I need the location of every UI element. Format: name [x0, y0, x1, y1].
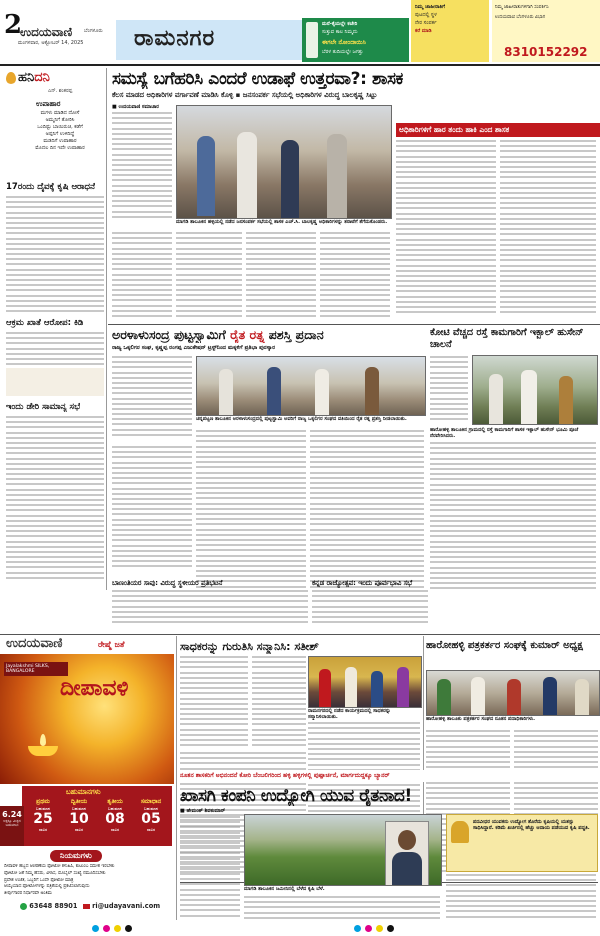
- story2-headline: ಅರಳಾಳುಸಂದ್ರ ಪುಟ್ಟಸ್ವಾಮಿಗೆ ರೈತ ರತ್ನ ಪಶಸ್ತಿ ಪ್ರದಾನ: [112, 327, 324, 342]
- person-figure: [197, 136, 215, 216]
- lead-sidebar-text-2: [500, 140, 596, 320]
- person-figure: [437, 679, 451, 715]
- story2-col3: [310, 430, 424, 598]
- deepavali-ad: [0, 636, 174, 926]
- paper-name: ಉದಯವಾಣಿ: [20, 25, 73, 39]
- registration-marks: [354, 917, 398, 936]
- person-figure: [371, 671, 383, 707]
- person-figure: [237, 132, 257, 218]
- lead-article-col2: [112, 232, 172, 322]
- story6-col3: [446, 874, 596, 920]
- person-figure: [575, 679, 589, 715]
- story2-col1: [112, 356, 192, 442]
- lead-article-col1: [112, 112, 172, 222]
- lamp-icon: [28, 746, 58, 756]
- lead-subhead: ಕೆಲಸ ಮಾಡದ ಅಧಿಕಾರಿಗಳ ವರ್ಗಾವಣೆ ಮಾಡಿಸಿ ಕೊಳ್ಳಿ ▪ ಜನಸಂಪರ್ಕ ಸಭೆಯಲ್ಲಿ ಅಧಿಕಾರಿಗಳ ವಿರುದ್ಧ ಬಾಲಕೃಷ್ಣ ಸಿಟ್ಟು: [112, 91, 378, 99]
- left-headline-1: 17ರಂದು ದೈವಕ್ಕೆ ಕೃಷಿ ಆರಾಧನೆ: [6, 182, 96, 192]
- person-figure: [319, 669, 331, 707]
- left-headline-3: ಇಂದು ಡೇರಿ ಸಾಮಾನ್ಯ ಸಭೆ: [6, 402, 81, 412]
- farmer-portrait: [385, 821, 429, 886]
- lead-sidebar-text: [396, 140, 496, 320]
- story6-infobox: ಪದವೀಧರ ಯುವಕನು ಉದ್ಯೋಗ ತೊರೆದು ಕೃಷಿಯಲ್ಲಿ ಯಶಸ್ಸು ಸಾಧಿಸಿದ್ದಾನೆ. ಕಡಿಮೆ ಖರ್ಚಿನಲ್ಲಿ ಹೆಚ್ಚು ಆದಾಯ ಪಡೆಯುವ ಕೃಷಿ ಪದ್ಧತಿ.: [446, 814, 598, 872]
- wheat-icon: [451, 821, 469, 843]
- honey-title: ಹನಿದನಿ: [18, 70, 50, 85]
- person-figure: [315, 369, 329, 415]
- page-number: 2: [4, 10, 23, 40]
- prize-item: ತೃತೀಯ ಬಹುಮಾನ 08 ಸಾವಿರ: [105, 798, 125, 832]
- person-figure: [267, 367, 281, 415]
- brief-text-1: [112, 590, 308, 630]
- flame-icon: [40, 734, 46, 746]
- ad-title: ದೀಪಾವಳಿ: [60, 676, 129, 701]
- story3-col1: [430, 356, 468, 426]
- lead-article-col4: [246, 232, 316, 322]
- lead-article-col3: [176, 232, 242, 322]
- section-rule: [108, 324, 600, 325]
- story4-photo-caption: ರಾಮನಗರದಲ್ಲಿ ನಡೆದ ಕಾರ್ಯಕ್ರಮದಲ್ಲಿ ಸಾಧಕರನ್ನು ಸನ್ಮಾನಿಸಲಾಯಿತು.: [308, 708, 391, 720]
- lead-dateline: ■ ಉದಯವಾಣಿ ಸಮಾಚಾರ: [112, 104, 159, 110]
- column-divider: [106, 68, 107, 590]
- story3-photo: [472, 355, 598, 425]
- left-headline-2: ಆಕ್ರಮ ಖಾತೆ ಆರೋಪ: ಕಿಡಿ: [6, 318, 84, 328]
- prize-item: ಪ್ರಥಮ ಬಹುಮಾನ 25 ಸಾವಿರ: [33, 798, 53, 832]
- story5-photo-caption: ಹಾರೋಹಳ್ಳಿ ತಾಲೂಕು ಪತ್ರಕರ್ತರ ಸಂಘದ ನೂತನ ಪದಾಧಿಕಾರಿಗಳು.: [426, 716, 536, 722]
- ad-tag: ರೇಷ್ಮೆ ಜತೆ: [98, 640, 125, 649]
- story4-headline: ಸಾಧಕರನ್ನು ಗುರುತಿಸಿ ಸನ್ಮಾನಿಸಿ: ಸತೀಶ್: [180, 640, 319, 653]
- story2-col2: [196, 430, 306, 598]
- left-pullquote-box: [6, 368, 104, 396]
- story6-col2: [244, 896, 440, 922]
- masthead-ad-app: ಮನೆ-ಕೈಯಲ್ಲೇ ಕಚೇರಿ ಸುತ್ತುವ ಕಾಲ ನಿಮ್ಮದು ಈಗಲೇ ನೋಂದಾಯಿಸಿ ಬೆರಳ ತುದಿಯಲ್ಲೇ ಜಗತ್ತು: [302, 18, 409, 62]
- honey-poem: ಮಗಳು ಮಾಡಿದ ದೋಸೆ ಅಮ್ಮನಿಗೆ ತೋರಿಸಿ ಒಂದಿಷ್ಟು ಬಾಯಿರುಚಿ, ಕಡೆಗೆ ಅಪ್ಪನಿಗೆ ಉಳಿದಿದ್ದೆ ಮಡದಿಗೆ ಉಪಾಹಾರ ಮೊದಲ ದಿನ ಇದೇ ಉಪಾಹಾರ: [35, 110, 85, 151]
- masthead-ad-contact: ನಿಮ್ಮ ಜಾಹೀರಾತುಗಳಿಗಾಗಿ ಸಂಪರ್ಕಿಸಿ ಉದಯವಾಣಿ ಬೆಂಗಳೂರು ವಿಭಾಗ 8310152292: [492, 0, 600, 62]
- story2-photo: [196, 356, 426, 416]
- story3-col2: [430, 442, 596, 598]
- lead-sidebar-head: ಅಧಿಕಾರಿಗಳಿಗೆ ಹಾರ ತಂದು ಹಾಕಿ ಎಂದ ಶಾಸಕ: [396, 123, 600, 137]
- rules-list: ದೀಪಾವಳಿ ಹಬ್ಬದ ಆಚರಣೆಯ ಫೋಟೋ ಕಳುಹಿಸಿ, ಕುಟುಂಬ ಸಮೇತ ಇರಬೇಕು ಫೋಟೋ ಜತೆ ನಿಮ್ಮ ಹೆಸರು, ವಿಳಾಸ, ಮೊಬೈಲ್ ಸಂಖ್ಯೆ ನಮೂದಿಸಬೇಕು ಪ್ರವೇಶ ಉಚಿತ, ಒಬ್ಬರಿಗೆ ಒಂದೇ ಫೋಟೋ ಮಾತ್ರ ಆಯ್ಕೆಯಾದ ಫೋಟೋಗಳನ್ನು ಪತ್ರಿಕೆಯಲ್ಲಿ ಪ್ರಕಟಿಸಲಾಗುವುದು ತೀರ್ಪುಗಾರರ ನಿರ್ಧಾರವೇ ಅಂತಿಮ: [4, 864, 115, 897]
- person-figure: [281, 140, 299, 218]
- brief-text-2: [312, 590, 428, 630]
- story2-photo-caption: ಚನ್ನಪಟ್ಟಣ ತಾಲೂಕಿನ ಅರಳಾಳುಸಂದ್ರದಲ್ಲಿ ಪುಟ್ಟಸ್ವಾಮಿ ಅವರಿಗೆ ರಾಜ್ಯ ಒಕ್ಕಲಿಗರ ಸಂಘದ ವತಿಯಿಂದ ರೈತ ರತ್ನ ಪ್ರಶಸ್ತಿ ನೀಡಲಾಯಿತು.: [196, 416, 407, 422]
- story2-subhead: ರಾಜ್ಯ ಒಕ್ಕಲಿಗರ ಸಂಘ, ಕೃಷ್ಣಪ್ಪ ರಂಗಪ್ಪ ಎಜುಕೇಷನ್ ಟ್ರಸ್ಟ್‌ನಿಂದ ಮಕ್ಕಳಿಗೆ ಪ್ರತಿಭಾ ಪುರಸ್ಕಾರ: [112, 345, 276, 351]
- edition-tag: ಬೆಂಗಳೂರು: [84, 28, 103, 34]
- section-title: ರಾಮನಗರ: [134, 26, 216, 51]
- prize-item: ಸಮಾಧಾನ ಬಹುಮಾನ 05 ಸಾವಿರ: [140, 798, 162, 832]
- lead-headline: ಸಮಸ್ಯೆ ಬಗೆಹರಿಸಿ ಎಂದರೆ ಉಡಾಫೆ ಉತ್ತರವಾ?: ಶಾಸಕ: [112, 69, 403, 89]
- person-figure: [397, 667, 409, 707]
- story6-photo-caption: ಮಾಗಡಿ ತಾಲೂಕಿನ ಜಮೀನಿನಲ್ಲಿ ಬೆಳೆದ ಕೃಷಿ ಬೆಳೆ.: [244, 886, 325, 892]
- prize-total-badge: 6.24 ಲಕ್ಷಕ್ಕೂ ಮಿಕ್ಕಿದ ಬಹುಮಾನ: [0, 806, 24, 846]
- story4-photo: [308, 656, 422, 708]
- phone-icon: [306, 22, 318, 58]
- issue-date: ಮಂಗಳವಾರ, ಅಕ್ಟೋಬರ್ 14, 2025: [18, 40, 84, 46]
- ad-banner: [0, 654, 174, 784]
- story2-col4: [112, 446, 192, 576]
- section-rule: [0, 634, 600, 635]
- story5-photo: [426, 670, 600, 716]
- person-figure: [345, 667, 357, 707]
- story4-col2: [252, 656, 306, 750]
- sponsor-logo: Jayalakshmi SILKS, BANGALORE: [4, 662, 68, 676]
- person-figure: [327, 134, 347, 218]
- masthead: [0, 0, 600, 64]
- brief-headline-2: ಕನ್ನಡ ರಾಜ್ಯೋತ್ಸವ: ಇಂದು ಪೂರ್ವಭಾವಿ ಸಭೆ: [312, 579, 413, 587]
- rules-heading: ನಿಯಮಗಳು: [50, 850, 102, 862]
- contact-phone: 8310152292: [504, 45, 588, 59]
- masthead-rule: [0, 64, 600, 66]
- column-divider: [176, 636, 177, 920]
- email-icon: [83, 904, 90, 909]
- left-article-3: [6, 416, 104, 588]
- person-figure: [489, 374, 503, 424]
- left-article-1: [6, 196, 104, 316]
- section-banner: [116, 20, 302, 60]
- honey-heading: ಉಪಾಹಾರ: [36, 100, 61, 108]
- prizes-box: [22, 786, 172, 846]
- lead-photo: [176, 105, 392, 219]
- person-figure: [521, 370, 537, 424]
- prize-item: ದ್ವಿತೀಯ ಬಹುಮಾನ 10 ಸಾವಿರ: [69, 798, 89, 832]
- person-figure: [507, 679, 521, 715]
- story4-col1: [180, 656, 248, 750]
- person-figure: [543, 677, 557, 715]
- ad-contact: 63648 88901 ri@udayavani.com: [20, 902, 160, 910]
- person-figure: [471, 677, 485, 715]
- story6-kicker: ■ ಹೇಮಂತ್ ಶಿವಕುಮಾರ್: [180, 808, 226, 814]
- honey-byline: ಎನ್. ಶಂಕರಪ್ಪ: [48, 88, 73, 94]
- brief-headline-1: ಬಾಣಂತಿಯರ ಸಾವು: ವಿರುದ್ಧ ಸ್ಥಳೀಯರ ಪ್ರತಿಭಟನೆ: [112, 579, 223, 587]
- lead-article-col5: [320, 232, 390, 322]
- honey-drop-icon: [6, 72, 16, 84]
- story3-headline: ಕೋಟಿ ವೆಚ್ಚದ ರಸ್ತೆ ಕಾಮಗಾರಿಗೆ ಇಕ್ಬಾಲ್ ಹುಸೇನ್ ಚಾಲನೆ: [430, 327, 584, 350]
- whatsapp-icon: [20, 903, 27, 910]
- registration-marks: [92, 917, 136, 936]
- story5-headline: ಹಾರೋಹಳ್ಳಿ ಪತ್ರಕರ್ತರ ಸಂಘಕ್ಕೆ ಕುಮಾರ್ ಅಧ್ಯಕ್ಷ: [426, 640, 583, 651]
- person-figure: [365, 367, 379, 415]
- story6-photo: [244, 814, 442, 886]
- lead-photo-caption: ಮಾಗಡಿ ತಾಲೂಕಿನ ಹಳ್ಳಿಯಲ್ಲಿ ನಡೆದ ಜನಸಂಪರ್ಕ ಸಭೆಯಲ್ಲಿ ಶಾಸಕ ಎಚ್.ಸಿ. ಬಾಲಕೃಷ್ಣ ಅಧಿಕಾರಿಗಳನ್ನು ತರಾಟೆಗೆ ತೆಗೆದುಕೊಂಡರು.: [176, 219, 388, 225]
- story3-photo-caption: ಹಾರೋಹಳ್ಳಿ ತಾಲೂಕಿನ ಗ್ರಾಮದಲ್ಲಿ ರಸ್ತೆ ಕಾಮಗಾರಿಗೆ ಶಾಸಕ ಇಕ್ಬಾಲ್ ಹುಸೇನ್ ಭೂಮಿ ಪೂಜೆ ನೆರವೇರಿಸಿದರು.: [430, 427, 579, 439]
- honey-column: [6, 68, 104, 168]
- story6-headline: ಖಾಸಗಿ ಕಂಪನಿ ಉದ್ಯೋಗಿ ಯುವ ರೈತನಾದ!: [180, 786, 412, 806]
- ticker-text: ನೂತನ ಶಾಸಕರಿಗೆ ಅಭಿನಂದನೆ ಕೋರಿ ಬೆಂಬಲಿಗರಿಂದ ಹಳ್ಳಿ ಹಳ್ಳಿಗಳಲ್ಲಿ ಪುಷ್ಪಾರ್ಚನೆ, ಮಾರ್ಗದುದ್ದಕ್ಕೂ ಬ್ಯಾನರ್: [180, 772, 390, 779]
- story6-col1: [180, 816, 240, 922]
- person-figure: [559, 376, 573, 424]
- masthead-ad-yellow: ನಿಮ್ಮ ಜಾಹೀರಾತಿಗೆ ಪುಟದಲ್ಲಿ ಸ್ಥಳ ನೇರ ಸಂಪರ್ಕ ಕರೆ ಮಾಡಿ: [411, 0, 489, 62]
- prizes-heading: ಬಹುಮಾನಗಳು: [66, 788, 101, 796]
- person-figure: [219, 369, 233, 415]
- ad-brand: ಉದಯವಾಣಿ: [6, 636, 63, 651]
